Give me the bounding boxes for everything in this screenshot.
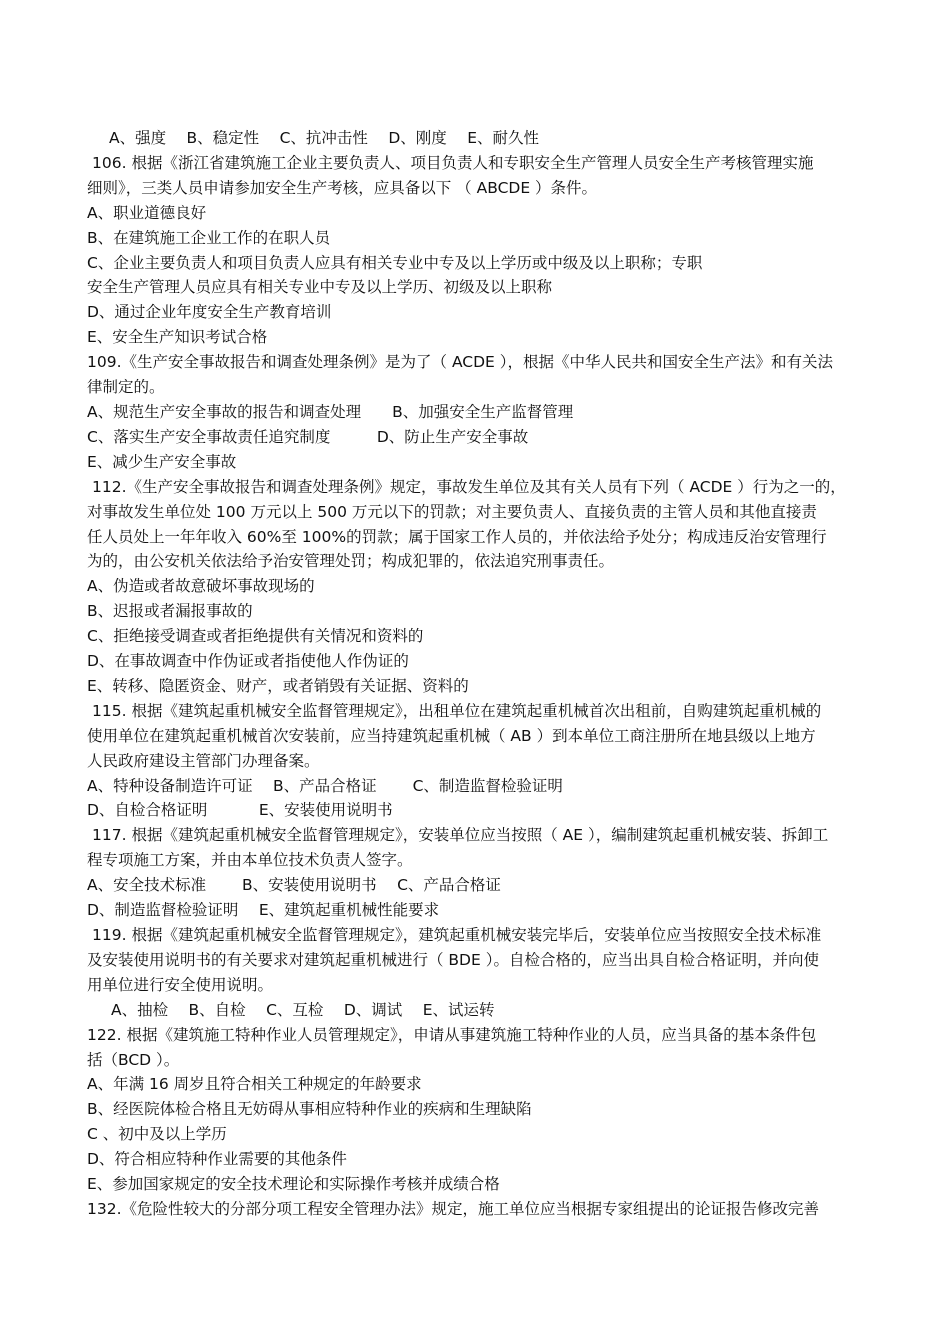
question-text: 为的，由公安机关依法给予治安管理处罚；构成犯罪的，依法追究刑事责任。	[87, 552, 615, 571]
option-line: A、规范生产安全事故的报告和调查处理 B、加强安全生产监督管理	[87, 402, 574, 421]
option-line: D、符合相应特种作业需要的其他条件	[87, 1150, 347, 1169]
options-line: A、抽检 B、自检 C、互检 D、调试 E、试运转	[111, 1000, 495, 1019]
question-text: 括（BCD ）。	[87, 1050, 180, 1069]
option-line: E、参加国家规定的安全技术理论和实际操作考核并成绩合格	[87, 1175, 500, 1194]
option-line: E、减少生产安全事故	[87, 452, 237, 471]
question-115: 115. 根据《建筑起重机械安全监督管理规定》，出租单位在建筑起重机械首次出租前，自购建筑起重机械的	[92, 701, 822, 720]
question-text: 任人员处上一年年收入 60%至 100%的罚款；属于国家工作人员的，并依法给予处分；构成违反治安管理行	[87, 527, 827, 546]
question-text: 对事故发生单位处 100 万元以上 500 万元以下的罚款；对主要负责人、直接负责的主管人员和其他直接责	[87, 502, 817, 521]
option-line: D、自检合格证明 E、安装使用说明书	[87, 801, 393, 820]
option-line: C、拒绝接受调查或者拒绝提供有关情况和资料的	[87, 627, 424, 646]
option-line: D、通过企业年度安全生产教育培训	[87, 303, 332, 322]
option-line: D、制造监督检验证明 E、建筑起重机械性能要求	[87, 901, 440, 920]
option-line: C、企业主要负责人和项目负责人应具有相关专业中专及以上学历或中级及以上职称；专职	[87, 253, 703, 272]
option-line: A、伪造或者故意破坏事故现场的	[87, 577, 315, 596]
option-line: B、迟报或者漏报事故的	[87, 602, 253, 621]
question-109: 109.《生产安全事故报告和调查处理条例》是为了（ ACDE ），根据《中华人民共和国安全生产法》和有关法	[87, 353, 834, 372]
question-132: 132.《危险性较大的分部分项工程安全管理办法》规定，施工单位应当根据专家组提出的论证报告修改完善	[87, 1199, 820, 1218]
option-line: A、安全技术标准 B、安装使用说明书 C、产品合格证	[87, 876, 501, 895]
question-text: 律制定的。	[87, 378, 165, 397]
option-line: 安全生产管理人员应具有相关专业中专及以上学历、初级及以上职称	[87, 278, 553, 297]
option-line: A、特种设备制造许可证 B、产品合格证 C、制造监督检验证明	[87, 776, 563, 795]
question-text: 及安装使用说明书的有关要求对建筑起重机械进行（ BDE ）。自检合格的，应当出具自检合格证明，并向使	[87, 950, 819, 969]
question-text: 使用单位在建筑起重机械首次安装前，应当持建筑起重机械（ AB ）到本单位工商注册所在地县级以上地方	[87, 726, 816, 745]
question-text: 程专项施工方案，并由本单位技术负责人签字。	[87, 851, 413, 870]
option-line: B、在建筑施工企业工作的在职人员	[87, 228, 331, 247]
option-line: B、经医院体检合格且无妨碍从事相应特种作业的疾病和生理缺陷	[87, 1100, 532, 1119]
option-line: E、安全生产知识考试合格	[87, 328, 268, 347]
question-106: 106. 根据《浙江省建筑施工企业主要负责人、项目负责人和专职安全生产管理人员安全生产考核管理实施	[92, 153, 814, 172]
question-117: 117. 根据《建筑起重机械安全监督管理规定》，安装单位应当按照（ AE ），编制建筑起重机械安装、拆卸工	[92, 826, 829, 845]
question-112: 112.《生产安全事故报告和调查处理条例》规定，事故发生单位及其有关人员有下列（ ACDE ）行为之一的，	[92, 477, 846, 496]
question-122: 122. 根据《建筑施工特种作业人员管理规定》，申请从事建筑施工特种作业的人员，应当具备的基本条件包	[87, 1025, 817, 1044]
option-line: C、落实生产安全事故责任追究制度 D、防止生产安全事故	[87, 427, 529, 446]
option-line: D、在事故调查中作伪证或者指使他人作伪证的	[87, 652, 409, 671]
option-line: C 、初中及以上学历	[87, 1125, 227, 1144]
question-119: 119. 根据《建筑起重机械安全监督管理规定》，建筑起重机械安装完毕后，安装单位应当按照安全技术标准	[92, 926, 822, 944]
question-text: 用单位进行安全使用说明。	[87, 975, 274, 994]
question-text: 细则》，三类人员申请参加安全生产考核，应具备以下 （ ABCDE ）条件。	[87, 178, 598, 197]
options-line: A、强度 B、稳定性 C、抗冲击性 D、刚度 E、耐久性	[109, 129, 539, 147]
option-line: E、转移、隐匿资金、财产，或者销毁有关证据、资料的	[87, 676, 469, 695]
option-line: A、职业道德良好	[87, 203, 207, 222]
question-text: 人民政府建设主管部门办理备案。	[87, 751, 320, 770]
option-line: A、年满 16 周岁且符合相关工种规定的年龄要求	[87, 1075, 422, 1094]
